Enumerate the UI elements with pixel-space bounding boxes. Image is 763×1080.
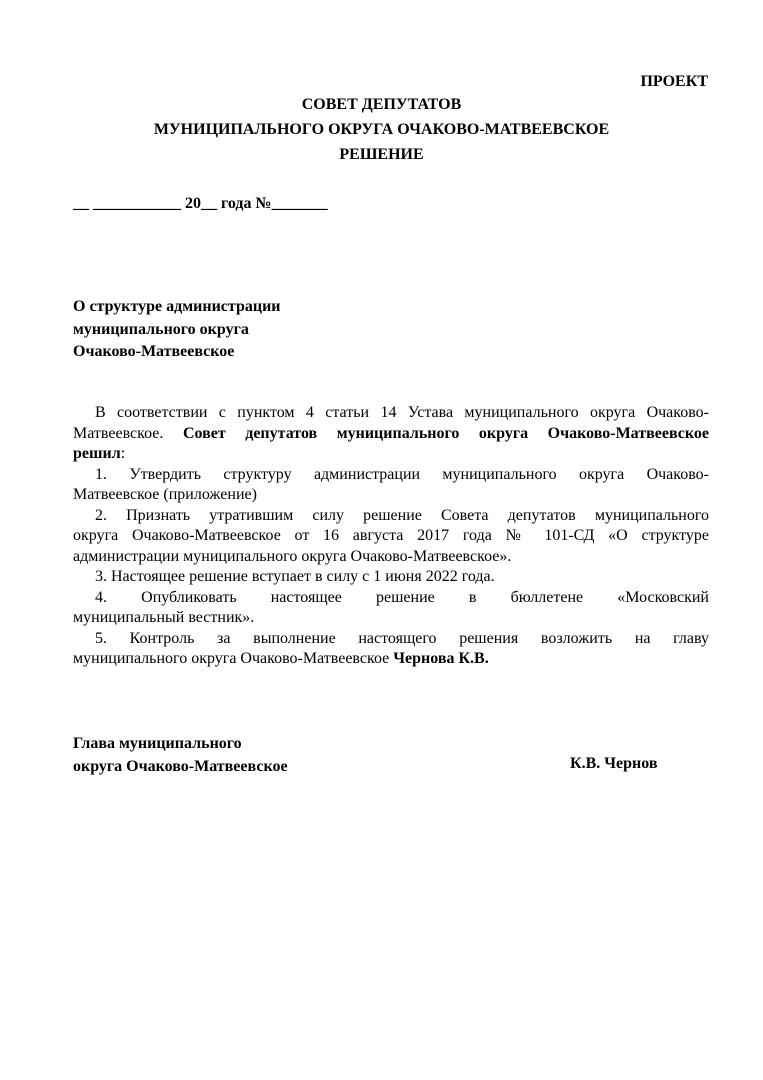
council-title: СОВЕТ ДЕПУТАТОВ xyxy=(301,96,462,113)
signatory-name: К.В. Чернов xyxy=(570,755,658,772)
district-title: МУНИЦИПАЛЬНОГО ОКРУГА ОЧАКОВО-МАТВЕЕВСКОЕ xyxy=(153,121,610,138)
date-number-line: __ ___________ 20__ года №_______ xyxy=(73,195,328,212)
item-4-line-2: муниципальный вестник». xyxy=(73,609,255,626)
draft-label: ПРОЕКТ xyxy=(640,73,708,90)
signature-title-line-1: Глава муниципального xyxy=(73,735,242,752)
subject-line-1: О структуре администрации xyxy=(73,298,281,315)
subject-line-3: Очаково-Матвеевское xyxy=(73,343,235,360)
item-2-line-1: 2. Признать утратившим силу решение Совета депутатов муниципального xyxy=(95,506,709,524)
signature-title-line-2: округа Очаково-Матвеевское xyxy=(73,758,288,775)
intro-line-1: В соответствии с пунктом 4 статьи 14 Устава муниципального округа Очаково- xyxy=(95,404,709,421)
intro-line-2: Матвеевское. Совет депутатов муниципального округа Очаково-Матвеевское xyxy=(73,424,710,442)
subject-line-2: муниципального округа xyxy=(73,321,249,338)
decision-body xyxy=(73,403,709,670)
item-5-line-2: муниципального округа Очаково-Матвеевское Чернова К.В. xyxy=(73,650,489,667)
item-2-line-2: округа Очаково-Матвеевское от 16 августа 2017 года № 101-СД «О структуре xyxy=(73,527,709,544)
item-2-line-3: администрации муниципального округа Очаково-Матвеевское». xyxy=(73,547,512,565)
intro-line-3: решил: xyxy=(73,445,126,462)
item-3: 3. Настоящее решение вступает в силу с 1 июня 2022 года. xyxy=(95,568,495,585)
item-1-line-1: 1. Утвердить структуру администрации муниципального округа Очаково- xyxy=(95,465,709,483)
item-5-line-1: 5. Контроль за выполнение настоящего решения возложить на главу xyxy=(95,629,709,647)
item-4-line-1: 4. Опубликовать настоящее решение в бюллетене «Московский xyxy=(95,588,709,606)
document-type: РЕШЕНИЕ xyxy=(339,146,424,163)
item-1-line-2: Матвеевское (приложение) xyxy=(73,486,257,503)
